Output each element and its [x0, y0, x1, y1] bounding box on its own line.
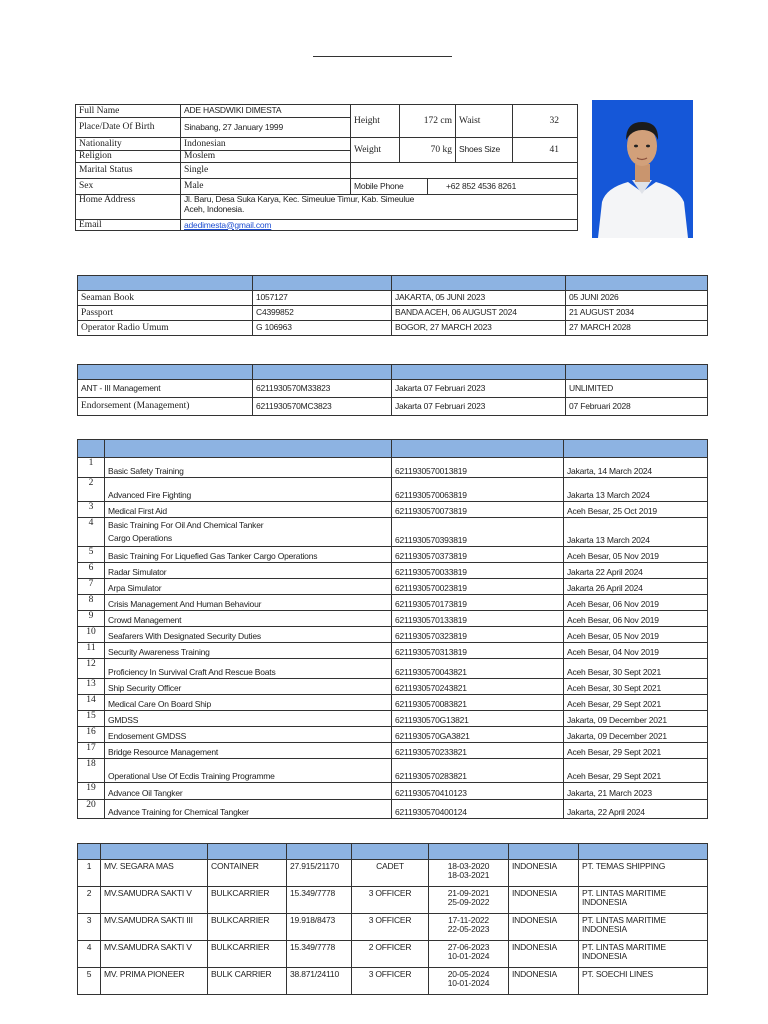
training-date: Aceh Besar, 30 Sept 2021	[564, 659, 708, 679]
sea-period-line-1: 17-11-2022	[448, 915, 489, 925]
sea-company-line-2: INDONESIA	[582, 897, 627, 908]
sea-period-line-1: 20-05-2024	[447, 969, 490, 979]
waist-label: Waist	[456, 105, 513, 138]
training-row	[78, 800, 708, 819]
sea-vessel: MV. SEGARA MAS	[101, 860, 208, 887]
sea-company-line-1: PT. LINTAS MARITIME	[582, 942, 666, 952]
email-label: Email	[76, 220, 181, 231]
training-date: Jakarta 22 April 2024	[564, 563, 708, 579]
training-name: Arpa Simulator	[105, 579, 392, 595]
sea-period-line-2: 22-05-2023	[447, 924, 490, 935]
sea-vessel: MV. PRIMA PIONEER	[101, 968, 208, 995]
training-name: Basic Safety Training	[105, 458, 392, 478]
title-underline	[313, 56, 452, 57]
sea-no: 4	[78, 941, 101, 968]
training-number: 6211930570G13821	[392, 711, 564, 727]
training-name: GMDSS	[105, 711, 392, 727]
address-line-1: Jl. Baru, Desa Suka Karya, Kec. Simeulue Timur, Kab. Simeulue	[184, 194, 415, 204]
sea-company	[579, 941, 708, 968]
training-row	[78, 643, 708, 659]
training-number: 6211930570410123	[392, 783, 564, 800]
sea-company-line-2: INDONESIA	[582, 924, 627, 935]
competency-row	[78, 380, 708, 398]
training-name	[105, 518, 392, 547]
document-expiry: 27 MARCH 2028	[566, 321, 708, 336]
training-row	[78, 743, 708, 759]
training-date: Jakarta, 21 March 2023	[564, 783, 708, 800]
document-row	[78, 321, 708, 336]
training-number: 6211930570323819	[392, 627, 564, 643]
sea-company: PT. SOECHI LINES	[579, 968, 708, 995]
training-no: 20	[78, 800, 105, 819]
documents-table	[77, 275, 708, 336]
training-date: Aceh Besar, 30 Sept 2021	[564, 679, 708, 695]
training-row	[78, 759, 708, 783]
mobile-label: Mobile Phone	[351, 179, 428, 195]
training-name-line-2: Cargo Operations	[108, 533, 172, 543]
training-name: Advance Oil Tangker	[105, 783, 392, 800]
training-number: 6211930570243821	[392, 679, 564, 695]
shoes-value: 41	[513, 138, 578, 163]
competency-name: Endorsement (Management)	[78, 398, 253, 416]
sea-period-line-2: 25-09-2022	[447, 897, 490, 908]
sea-vessel: MV.SAMUDRA SAKTI V	[101, 887, 208, 914]
training-date: Jakarta, 09 December 2021	[564, 711, 708, 727]
competency-number: 6211930570MC3823	[253, 398, 392, 416]
training-date: Aceh Besar, 29 Sept 2021	[564, 759, 708, 783]
training-number: 6211930570013819	[392, 458, 564, 478]
full-name-value: ADE HASDWIKI DIMESTA	[181, 105, 351, 118]
training-no: 8	[78, 595, 105, 611]
sea-company-line-1: PT. LINTAS MARITIME	[582, 888, 666, 898]
training-row	[78, 727, 708, 743]
shoes-label: Shoes Size	[456, 138, 513, 163]
training-name: Endosement GMDSS	[105, 727, 392, 743]
sea-rank: 3 OFFICER	[352, 887, 429, 914]
sea-type: CONTAINER	[208, 860, 287, 887]
sea-service-table	[77, 843, 708, 995]
training-number: 6211930570063819	[392, 478, 564, 502]
sea-period-line-1: 27-06-2023	[447, 942, 490, 952]
sea-company	[579, 887, 708, 914]
training-row	[78, 547, 708, 563]
competency-row	[78, 398, 708, 416]
nationality-value: Indonesian	[181, 138, 351, 151]
training-no: 13	[78, 679, 105, 695]
training-no: 6	[78, 563, 105, 579]
full-name-label: Full Name	[76, 105, 181, 118]
competency-expiry: UNLIMITED	[566, 380, 708, 398]
training-row	[78, 579, 708, 595]
document-number: C4399852	[253, 306, 392, 321]
training-no: 16	[78, 727, 105, 743]
sea-company-line-1: PT. LINTAS MARITIME	[582, 915, 666, 925]
training-date: Jakarta, 14 March 2024	[564, 458, 708, 478]
blank-cell	[351, 163, 578, 179]
sea-gt: 19.918/8473	[287, 914, 352, 941]
sea-period	[429, 941, 509, 968]
training-number: 6211930570133819	[392, 611, 564, 627]
sea-period	[429, 914, 509, 941]
training-date: Aceh Besar, 29 Sept 2021	[564, 695, 708, 711]
sea-gt: 15.349/7778	[287, 887, 352, 914]
training-row	[78, 679, 708, 695]
sea-company-line-2: INDONESIA	[582, 951, 627, 962]
training-row	[78, 563, 708, 579]
sea-rank: CADET	[352, 860, 429, 887]
training-name: Basic Training For Liquefied Gas Tanker Cargo Operations	[105, 547, 392, 563]
document-issued: BOGOR, 27 MARCH 2023	[392, 321, 566, 336]
sea-vessel: MV.SAMUDRA SAKTI III	[101, 914, 208, 941]
training-no: 18	[78, 759, 105, 783]
sea-period	[429, 887, 509, 914]
religion-label: Religion	[76, 151, 181, 163]
competency-table	[77, 364, 708, 416]
document-expiry: 05 JUNI 2026	[566, 291, 708, 306]
sea-no: 1	[78, 860, 101, 887]
training-number: 6211930570173819	[392, 595, 564, 611]
document-issued: JAKARTA, 05 JUNI 2023	[392, 291, 566, 306]
training-name-line-1: Basic Training For Oil And Chemical Tanker	[108, 520, 264, 531]
document-number: G 106963	[253, 321, 392, 336]
sea-type: BULKCARRIER	[208, 887, 287, 914]
training-no: 1	[78, 458, 105, 478]
marital-value: Single	[181, 163, 351, 179]
training-number: 6211930570073819	[392, 502, 564, 518]
training-row	[78, 595, 708, 611]
training-number: 6211930570023819	[392, 579, 564, 595]
training-name: Advance Training for Chemical Tangker	[105, 800, 392, 819]
training-no: 11	[78, 643, 105, 659]
training-no: 14	[78, 695, 105, 711]
training-name: Radar Simulator	[105, 563, 392, 579]
training-row	[78, 502, 708, 518]
training-row	[78, 458, 708, 478]
sea-company: PT. TEMAS SHIPPING	[579, 860, 708, 887]
training-row	[78, 659, 708, 679]
training-date: Jakarta 26 April 2024	[564, 579, 708, 595]
training-name: Seafarers With Designated Security Duties	[105, 627, 392, 643]
training-name: Medical Care On Board Ship	[105, 695, 392, 711]
training-date: Aceh Besar, 05 Nov 2019	[564, 547, 708, 563]
nationality-label: Nationality	[76, 138, 181, 151]
sea-period	[429, 968, 509, 995]
training-no: 2	[78, 478, 105, 502]
training-name: Proficiency In Survival Craft And Rescue Boats	[105, 659, 392, 679]
sea-no: 2	[78, 887, 101, 914]
height-label: Height	[351, 105, 400, 138]
training-number: 6211930570283821	[392, 759, 564, 783]
document-number: 1057127	[253, 291, 392, 306]
training-date: Aceh Besar, 06 Nov 2019	[564, 595, 708, 611]
training-date: Jakarta 13 March 2024	[564, 518, 708, 547]
marital-label: Marital Status	[76, 163, 181, 179]
religion-value: Moslem	[181, 151, 351, 163]
document-issued: BANDA ACEH, 06 AUGUST 2024	[392, 306, 566, 321]
training-row	[78, 518, 708, 547]
training-date: Aceh Besar, 05 Nov 2019	[564, 627, 708, 643]
training-no: 19	[78, 783, 105, 800]
training-name: Crowd Management	[105, 611, 392, 627]
training-no: 17	[78, 743, 105, 759]
sea-rank: 2 OFFICER	[352, 941, 429, 968]
sea-service-row	[78, 968, 708, 995]
birth-label: Place/Date Of Birth	[76, 118, 181, 138]
sea-flag: INDONESIA	[509, 887, 579, 914]
document-name: Seaman Book	[78, 291, 253, 306]
training-row	[78, 783, 708, 800]
training-number: 6211930570393819	[392, 518, 564, 547]
training-date: Aceh Besar, 29 Sept 2021	[564, 743, 708, 759]
training-number: 6211930570083821	[392, 695, 564, 711]
training-row	[78, 711, 708, 727]
training-name: Medical First Aid	[105, 502, 392, 518]
training-date: Jakarta 13 March 2024	[564, 478, 708, 502]
sex-label: Sex	[76, 179, 181, 195]
training-name: Ship Security Officer	[105, 679, 392, 695]
weight-label: Weight	[351, 138, 400, 163]
training-row	[78, 695, 708, 711]
training-number: 6211930570373819	[392, 547, 564, 563]
training-row	[78, 478, 708, 502]
training-number: 6211930570043821	[392, 659, 564, 679]
competency-number: 6211930570M33823	[253, 380, 392, 398]
sea-gt: 38.871/24110	[287, 968, 352, 995]
sea-service-row	[78, 914, 708, 941]
competency-name: ANT - III Management	[78, 380, 253, 398]
training-row	[78, 611, 708, 627]
sea-flag: INDONESIA	[509, 860, 579, 887]
training-number: 6211930570313819	[392, 643, 564, 659]
training-no: 15	[78, 711, 105, 727]
email-cell	[181, 220, 578, 231]
sea-no: 5	[78, 968, 101, 995]
training-date: Aceh Besar, 06 Nov 2019	[564, 611, 708, 627]
sea-service-row	[78, 887, 708, 914]
sea-period-line-2: 10-01-2024	[447, 951, 490, 962]
sea-no: 3	[78, 914, 101, 941]
training-number: 6211930570GA3821	[392, 727, 564, 743]
training-name: Bridge Resource Management	[105, 743, 392, 759]
sea-type: BULK CARRIER	[208, 968, 287, 995]
personal-details-table	[75, 104, 578, 231]
training-date: Aceh Besar, 25 Oct 2019	[564, 502, 708, 518]
mobile-value: +62 852 4536 8261	[428, 179, 578, 195]
training-name: Crisis Management And Human Behaviour	[105, 595, 392, 611]
address-line-2: Aceh, Indonesia.	[184, 203, 245, 214]
profile-photo	[592, 100, 693, 238]
training-row	[78, 627, 708, 643]
sea-service-row	[78, 860, 708, 887]
weight-value: 70 kg	[400, 138, 456, 163]
training-no: 4	[78, 518, 105, 547]
sea-rank: 3 OFFICER	[352, 914, 429, 941]
sea-flag: INDONESIA	[509, 914, 579, 941]
birth-value: Sinabang, 27 January 1999	[181, 118, 351, 138]
height-value: 172 cm	[400, 105, 456, 138]
training-date: Aceh Besar, 04 Nov 2019	[564, 643, 708, 659]
sea-period-line-2: 18-03-2021	[447, 870, 490, 881]
sea-vessel: MV.SAMUDRA SAKTI V	[101, 941, 208, 968]
address-label: Home Address	[76, 195, 181, 220]
sea-gt: 15.349/7778	[287, 941, 352, 968]
training-name: Security Awareness Training	[105, 643, 392, 659]
sea-flag: INDONESIA	[509, 968, 579, 995]
document-row	[78, 291, 708, 306]
training-no: 3	[78, 502, 105, 518]
sea-period-line-1: 18-03-2020	[447, 861, 490, 871]
email-link[interactable]: adedimesta@gmail.com	[184, 219, 272, 230]
training-no: 9	[78, 611, 105, 627]
sea-period-line-2: 10-01-2024	[447, 978, 490, 989]
training-name: Advanced Fire Fighting	[105, 478, 392, 502]
competency-issued: Jakarta 07 Februari 2023	[392, 398, 566, 416]
training-date: Jakarta, 22 April 2024	[564, 800, 708, 819]
training-date: Jakarta, 09 December 2021	[564, 727, 708, 743]
sea-company	[579, 914, 708, 941]
competency-issued: Jakarta 07 Februari 2023	[392, 380, 566, 398]
training-table	[77, 439, 708, 819]
document-expiry: 21 AUGUST 2034	[566, 306, 708, 321]
sea-type: BULKCARRIER	[208, 914, 287, 941]
sea-type: BULKCARRIER	[208, 941, 287, 968]
training-no: 10	[78, 627, 105, 643]
training-no: 7	[78, 579, 105, 595]
sea-period	[429, 860, 509, 887]
address-value	[181, 195, 578, 220]
training-no: 12	[78, 659, 105, 679]
competency-expiry: 07 Februari 2028	[566, 398, 708, 416]
training-name: Operational Use Of Ecdis Training Programme	[105, 759, 392, 783]
training-number: 6211930570033819	[392, 563, 564, 579]
document-row	[78, 306, 708, 321]
document-name: Passport	[78, 306, 253, 321]
sex-value: Male	[181, 179, 351, 195]
sea-flag: INDONESIA	[509, 941, 579, 968]
sea-period-line-1: 21-09-2021	[447, 888, 490, 898]
waist-value: 32	[513, 105, 578, 138]
training-number: 6211930570233821	[392, 743, 564, 759]
sea-rank: 3 OFFICER	[352, 968, 429, 995]
sea-service-row	[78, 941, 708, 968]
training-number: 6211930570400124	[392, 800, 564, 819]
document-name: Operator Radio Umum	[78, 321, 253, 336]
sea-gt: 27.915/21170	[287, 860, 352, 887]
training-no: 5	[78, 547, 105, 563]
